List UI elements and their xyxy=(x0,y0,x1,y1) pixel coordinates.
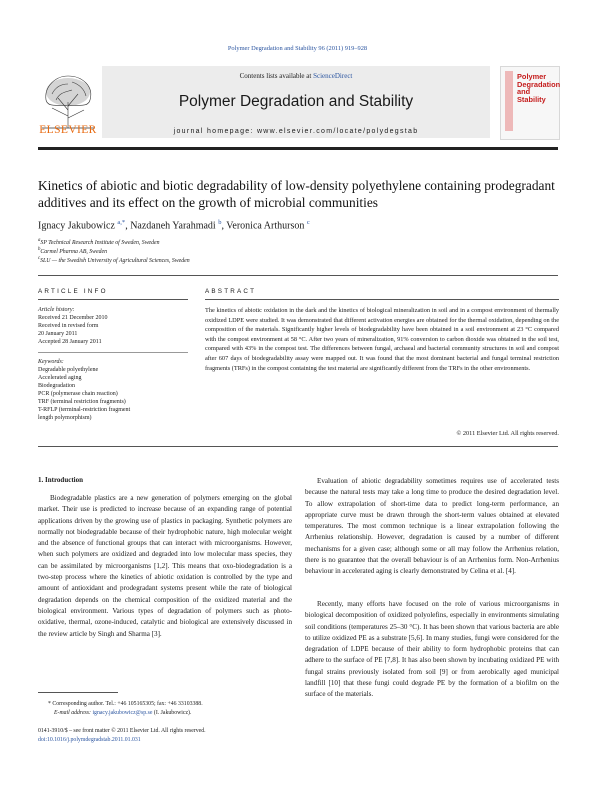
contents-line xyxy=(102,72,490,80)
doi-link[interactable]: doi:10.1016/j.polymdegradstab.2011.01.031 xyxy=(38,737,141,743)
history-label: Article history: xyxy=(38,307,75,313)
email-link[interactable]: ignacy.jakubowicz@sp.se xyxy=(92,710,153,716)
section-heading: 1. Introduction xyxy=(38,476,83,484)
abstract-heading: ABSTRACT xyxy=(205,288,257,295)
author-affiliation-mark[interactable]: c xyxy=(306,219,310,226)
journal-cover-thumbnail xyxy=(500,66,560,140)
author-affiliation-mark[interactable]: a,* xyxy=(117,219,126,226)
affiliation xyxy=(38,238,160,246)
keyword: T-RFLP (terminal-restriction fragment xyxy=(38,407,131,413)
journal-title: Polymer Degradation and Stability xyxy=(178,93,414,110)
keywords-label: Keywords: xyxy=(38,359,64,365)
keyword: TRF (terminal restriction fragments) xyxy=(38,399,126,405)
author-list: Ignacy Jakubowicz $^{a,*}$, Nazdaneh Yarahmadi $^b$, Veronica Arthurson $^c$ xyxy=(38,219,310,232)
body-paragraph: Recently, many efforts have focused on the role of various microorganisms in biological decomposition of oxidized polyolefins, especially in environments simulating soil conditions (temperatures 25–30 °C). It has been shown that various bacteria are able to utilize oxidized PE as a substrate [5,6]. In many studies, fungi were considered for the degradation of LDPE because of their ability to form hydrophobic proteins that can adhere to the surface of PE [7,8]. It has also been shown by incubating oxidized PE with fungal strains previously isolated from soil [9] or from aerobically aged municipal landfill [10] that these fungi could degrade PE by the formation of a biofilm on the surface of the materials. xyxy=(305,600,559,699)
keywords-divider xyxy=(38,352,188,353)
publisher-logo-text: ELSEVIER xyxy=(39,124,97,136)
history-line: 20 January 2011 xyxy=(38,331,78,337)
corresponding-author-note: * Corresponding author. Tel.: +46 105165305; fax: +46 33103388. xyxy=(48,701,203,707)
affiliation-mark: c xyxy=(38,256,41,261)
keyword: Accelerated aging xyxy=(38,375,82,381)
author-name: Nazdaneh Yarahmadi xyxy=(130,220,216,232)
history-line: Received in revised form xyxy=(38,323,99,329)
history-line: Received 21 December 2010 xyxy=(38,315,108,321)
article-info-heading: ARTICLE INFO xyxy=(38,288,108,295)
abstract-bottom-divider xyxy=(38,446,558,447)
intro-paragraph: Biodegradable plastics are a new generation of polymers emerging on the global market. Their use is predicted to increase because of an expanding range of potential applications driven by the growing use of plastics in packaging. Synthetic polymers are normally not biodegradable because of their hydrophobic nature, high molecular weight and the absence of functional groups that can interact with microorganisms. However, when such polymers are oxidized and degraded into low molecular mass species, they can be assimilated by microorganisms [1,2]. This means that oxo-biodegradation is a two-step process where the kinetics of abiotic oxidation is controlled by the type and amount of antioxidant and prodegradant systems present while the rate of biological degradation depends on the chemical composition of the oxidized material and the biological environment. Various types of degradation of polymers such as photo-oxidative, thermal, ozone-induced, catalytic and biological are extensively discussed in the review article by Singh and Sharma [3]. xyxy=(38,494,292,638)
footnote-divider xyxy=(38,692,118,693)
email-line xyxy=(54,709,191,717)
keyword: length polymorphism) xyxy=(38,415,92,421)
affiliation-text: SP Technical Research Institute of Sweden, Sweden xyxy=(40,239,160,246)
affiliation-mark: a xyxy=(38,238,41,243)
article-info-divider xyxy=(38,299,188,300)
journal-homepage[interactable]: journal homepage: www.elsevier.com/locate/polydegstab xyxy=(173,128,419,135)
author-affiliation-mark[interactable]: b xyxy=(218,219,222,226)
abstract-copyright: © 2011 Elsevier Ltd. All rights reserved. xyxy=(456,430,559,437)
header-divider xyxy=(38,147,558,150)
body-paragraph: Evaluation of abiotic degradability sometimes requires use of accelerated tests because the natural tests may take a long time to produce the desired degradation level. To allow extrapolation of short-time data to predict long-term performance, an appropriate curve must be drawn through the short-term values obtained at elevated temperatures. The most common technique is a linear extrapolation following the Arrhenius relationship. However, degradation is caused by a number of different mechanisms for a given case; although some or all may follow the Arrhenius relation, there is no guarantee that the overall behaviour is of an Arrhenius form. Non-Arrhenius behaviour in accelerated aging is clearly demonstrated by Celina et al. [4]. xyxy=(305,477,559,576)
affiliation-divider xyxy=(38,275,558,276)
contents-prefix: Contents lists available at xyxy=(239,72,312,80)
affiliation-mark: b xyxy=(38,247,41,252)
keyword: Degradable polyethylene xyxy=(38,367,99,373)
author-name: Veronica Arthurson xyxy=(226,220,305,232)
email-label: E-mail address: xyxy=(54,710,91,716)
abstract-divider xyxy=(205,299,559,300)
affiliation-text: Carmel Pharma AB, Sweden xyxy=(40,248,107,255)
cover-title: Polymer Degradation and Stability xyxy=(517,72,561,104)
cover-strip xyxy=(505,71,513,131)
keyword: Biodegradation xyxy=(38,383,75,389)
keyword: PCR (polymerase chain reaction) xyxy=(38,391,118,397)
article-title: Kinetics of abiotic and biotic degradability of low-density polyethylene containing prodegradant additives and its effect on the growth of microbial communities xyxy=(38,178,555,210)
affiliation-text: SLU — the Swedish University of Agricultural Sciences, Sweden xyxy=(40,257,190,264)
affiliation xyxy=(38,256,190,264)
journal-citation[interactable]: Polymer Degradation and Stability 96 (2011) 919–928 xyxy=(227,45,368,52)
author-name: Ignacy Jakubowicz xyxy=(38,220,115,232)
history-line: Accepted 28 January 2011 xyxy=(38,339,102,345)
abstract-text: The kinetics of abiotic oxidation in the dark and the kinetics of biological mineralization in soil and in a compost environment of thermally oxidized LDPE were studied. It was demonstrated that different activation energies are obtained for the thermal oxidation, depending on the composition of the materials. Significantly higher levels of biodegradability have been obtained in a soil environment at 23 °C compared with the compost environment at 58 °C. After two years of mineralization, 91% conversion to carbon dioxide was obtained in the soil test, compared with 43% in the compost test. The differences between fungal, archaeal and bacterial community structures in soil and compost after 607 days of biodegradability assay were mapped out. It was found that the most dominant bacterial and fungal terminal restriction fragments (TRFs) in the compost containing the test material are significantly different from the TRFs in the other environments. xyxy=(205,307,559,372)
issn-line: 0141-3910/$ – see front matter © 2011 Elsevier Ltd. All rights reserved. xyxy=(38,728,206,734)
sciencedirect-link[interactable]: ScienceDirect xyxy=(313,72,353,80)
email-suffix: (I. Jakubowicz). xyxy=(153,710,192,716)
affiliation xyxy=(38,247,107,255)
